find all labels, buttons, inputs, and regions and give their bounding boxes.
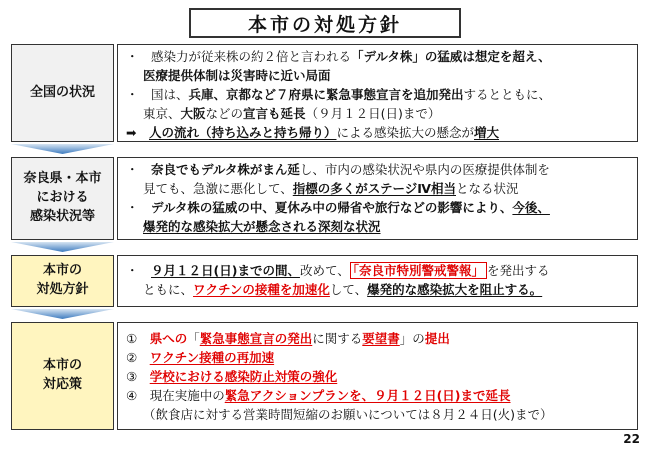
text-run: 「デルタ株」の猛威は想定を超え、: [351, 49, 551, 64]
text-run: 提出: [424, 331, 450, 346]
section-label: 全国の状況: [11, 44, 114, 142]
text-run: を発出する: [486, 263, 550, 278]
section-city-policy: [11, 255, 638, 307]
content-line: [126, 261, 631, 280]
text-run: 緊急アクションプランを、９月１２日(日)まで延長: [224, 388, 511, 403]
text-run: 学校における感染防止対策の強化: [149, 369, 338, 384]
section-city-measures: [11, 322, 638, 430]
section-national-situation: [11, 44, 638, 142]
section-content: [117, 157, 638, 240]
text-run: 見ても、急激に悪化して、: [143, 181, 293, 196]
section-label: 本市の 対応策: [11, 322, 114, 430]
text-run: ②: [126, 350, 150, 365]
text-run: 」の: [399, 331, 425, 346]
text-run: 改めて、: [299, 263, 350, 278]
content-line: [126, 47, 631, 66]
text-run: ワクチン接種の再加速: [149, 350, 275, 365]
section-content: [117, 322, 638, 430]
content-line: [126, 280, 631, 299]
text-run: デルタ株の猛威の中、夏休み中の帰省や旅行などの影響により、: [151, 200, 513, 215]
section-content: [117, 44, 638, 142]
text-run: ➡: [126, 125, 149, 140]
section-label: 奈良県・本市 における 感染状況等: [11, 157, 114, 240]
text-run: 爆発的な感染拡大が懸念される深刻な状況: [143, 219, 381, 234]
content-line: [126, 66, 631, 85]
text-run: 県への: [149, 331, 188, 346]
content-line: [126, 367, 631, 386]
text-run: 大阪: [180, 106, 206, 121]
section-label: 本市の 対処方針: [11, 255, 114, 307]
page-number: 22: [623, 432, 640, 446]
text-run: ワクチンの接種を加速化: [193, 282, 330, 297]
text-run: ④ 現在実施中の: [126, 388, 225, 403]
text-run: 今後、: [512, 200, 550, 215]
text-run: 「: [187, 331, 200, 346]
text-run: 増大: [474, 125, 500, 140]
text-run: 奈良でもデルタ株がまん延: [151, 162, 300, 177]
text-run: ・ 感染力が従来株の約２倍と言われる: [126, 49, 352, 64]
content-line: [126, 160, 631, 179]
text-run: ・: [126, 200, 152, 215]
content-line: [126, 348, 631, 367]
content-line: [126, 179, 631, 198]
text-run: するとともに、: [463, 87, 552, 102]
text-run: となる状況: [456, 181, 519, 196]
text-run: 要望書: [362, 331, 400, 346]
text-run: 東京、: [143, 106, 181, 121]
page-title: 本市の対処方針: [189, 8, 461, 38]
text-run: ９月１２日(日)までの間、: [151, 263, 300, 278]
text-run: ③: [126, 369, 150, 384]
text-run: などの: [205, 106, 244, 121]
text-run: ・ 国は、: [126, 87, 189, 102]
content-line: [126, 198, 631, 217]
text-run: 兵庫、京都など７府県に緊急事態宣言を追加発出: [188, 87, 464, 102]
flow-arrow: [11, 309, 114, 319]
text-run: 宣言も延長: [243, 106, 306, 121]
text-run: （９月１２日(日)まで）: [305, 106, 441, 121]
text-run: 爆発的な感染拡大を阻止する。: [367, 282, 543, 297]
content-line: [126, 123, 631, 142]
text-run: による感染拡大の懸念が: [336, 125, 475, 140]
content-line: [126, 386, 631, 405]
text-run: に関する: [312, 331, 363, 346]
text-run: し、市内の感染状況や県内の医療提供体制を: [299, 162, 550, 177]
text-run: 指標の多くがステージⅣ相当: [292, 181, 456, 196]
content-line: [126, 217, 631, 236]
content-line: [126, 329, 631, 348]
text-run: ・: [126, 162, 152, 177]
text-run: 人の流れ（持ち込みと持ち帰り）: [148, 125, 337, 140]
section-content: [117, 255, 638, 307]
text-run: ①: [126, 331, 150, 346]
section-nara-situation: [11, 157, 638, 240]
content-line: [126, 405, 631, 424]
flow-arrow: [11, 242, 114, 252]
content-line: [126, 104, 631, 123]
text-run: ・: [126, 263, 152, 278]
text-run: 緊急事態宣言の発出: [199, 331, 313, 346]
text-run: 医療提供体制は災害時に近い局面: [143, 68, 331, 83]
text-run: （飲食店に対する営業時間短縮のお願いについては８月２４日(火)まで）: [143, 407, 553, 422]
text-run: ともに、: [143, 282, 194, 297]
text-run: して、: [329, 282, 368, 297]
flow-arrow: [11, 144, 114, 154]
content-line: [126, 85, 631, 104]
text-run: 「奈良市特別警戒警報」: [350, 262, 487, 279]
